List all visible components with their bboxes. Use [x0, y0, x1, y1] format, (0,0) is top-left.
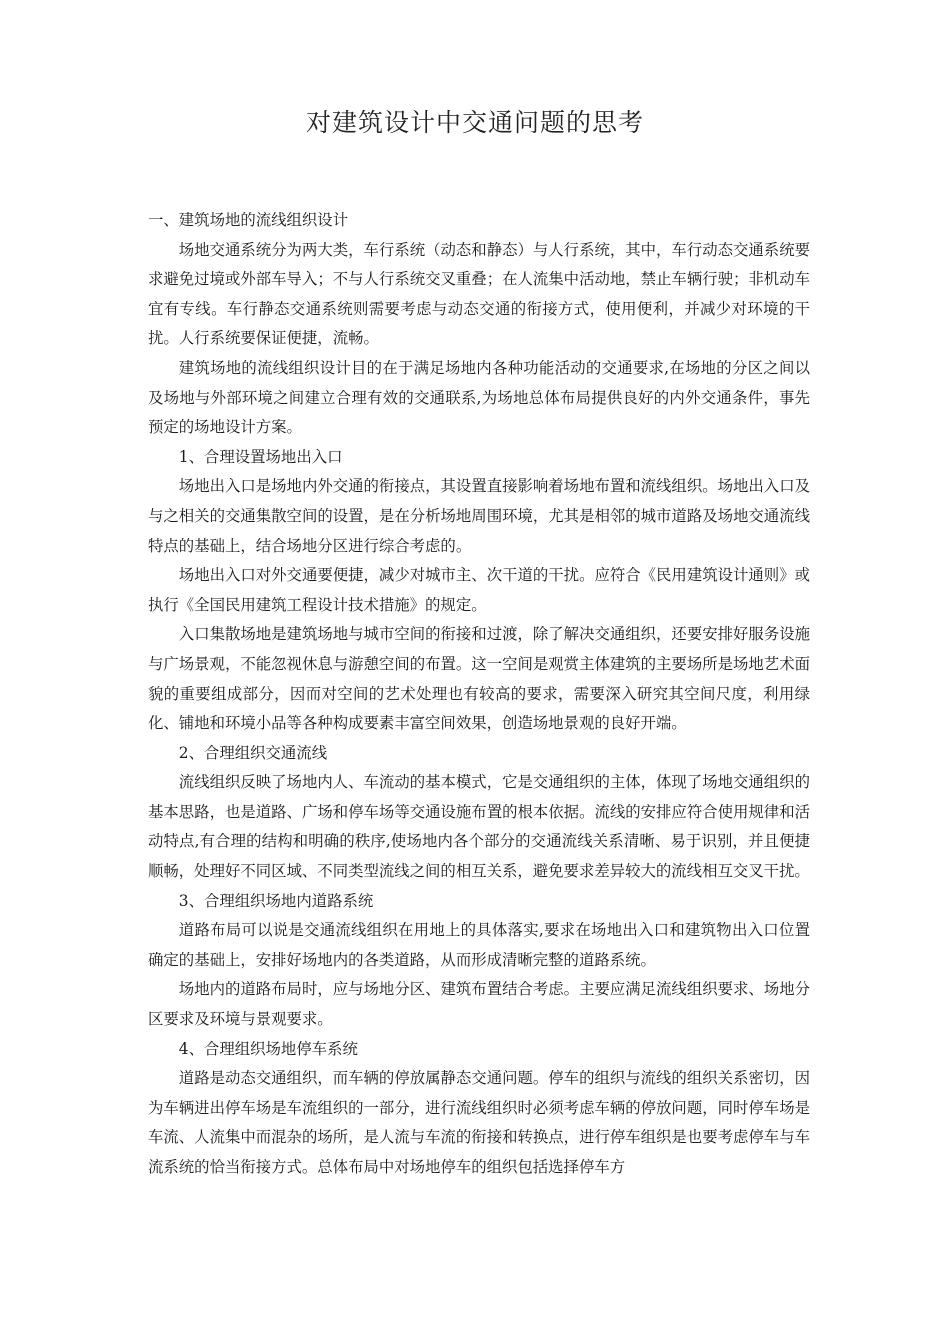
paragraph: 场地内的道路布局时，应与场地分区、建筑布置结合考虑。主要应满足流线组织要求、场地分区要求及环境与景观要求。 [148, 980, 810, 1029]
paragraph: 道路布局可以说是交通流线组织在用地上的具体落实,要求在场地出入口和建筑物出入口位置确定的基础上，安排好场地内的各类道路，从而形成清晰完整的道路系统。 [148, 921, 810, 969]
paragraph: 场地出入口对外交通要便捷，减少对城市主、次干道的干扰。应符合《民用建筑设计通则》或执行《全国民用建筑工程设计技术措施》的规定。 [148, 566, 810, 614]
document-title: 对建筑设计中交通问题的思考 [305, 108, 644, 137]
document-body [148, 206, 810, 1183]
paragraph: 一、建筑场地的流线组织设计 [148, 211, 349, 229]
paragraph: 道路是动态交通组织，而车辆的停放属静态交通问题。停车的组织与流线的组织关系密切，因为车辆进出停车场是车流组织的一部分，进行流线组织时必须考虑车辆的停放问题，同时停车场是车流、人流集中而混杂的场所，是人流与车流的衔接和转换点，进行停车组织是也要考虑停车与车流系统的恰当衔接方式。总体布局中对场地停车的组织包括选择停车方 [148, 1069, 810, 1176]
paragraph: 场地出入口是场地内外交通的衔接点，其设置直接影响着场地布置和流线组织。场地出入口及与之相关的交通集散空间的设置，是在分析场地周围环境，尤其是相邻的城市道路及场地交通流线特点的基础上，结合场地分区进行综合考虑的。 [148, 477, 810, 555]
paragraph: 4、合理组织场地停车系统 [178, 1039, 358, 1058]
paragraph: 入口集散场地是建筑场地与城市空间的衔接和过渡，除了解决交通组织，还要安排好服务设施与广场景观，不能忽视休息与游憩空间的布置。这一空间是观赏主体建筑的主要场所是场地艺术面貌的重要组成部分，因而对空间的艺术处理也有较高的要求，需要深入研究其空间尺度，利用绿化、铺地和环境小品等各种构成要素丰富空间效果，创造场地景观的良好开端。 [148, 625, 810, 733]
paragraph: 建筑场地的流线组织设计目的在于满足场地内各种功能活动的交通要求,在场地的分区之间以及场地与外部环境之间建立合理有效的交通联系,为场地总体布局提供良好的内外交通条件，事先预定的场地设计方案。 [148, 358, 810, 437]
paragraph: 流线组织反映了场地内人、车流动的基本模式，它是交通组织的主体，体现了场地交通组织的基本思路，也是道路、广场和停车场等交通设施布置的根本依据。流线的安排应符合使用规律和活动特点,有合理的结构和明确的秩序,使场地内各个部分的交通流线关系清晰、易于识别，并且便捷顺畅，处理好不同区域、不同类型流线之间的相互关系，避免要求差异较大的流线相互交叉干扰。 [148, 773, 810, 881]
paragraph: 3、合理组织场地内道路系统 [178, 891, 374, 910]
paragraph: 场地交通系统分为两大类，车行系统（动态和静态）与人行系统，其中，车行动态交通系统要求避免过境或外部车导入；不与人行系统交叉重叠；在人流集中活动地，禁止车辆行驶；非机动车宜有专线。车行静态交通系统则需要考虑与动态交通的衔接方式，使用便利，并减少对环境的干扰。人行系统要保证便捷，流畅。 [148, 240, 810, 348]
paragraph: 2、合理组织交通流线 [178, 743, 328, 762]
paragraph: 1、合理设置场地出入口 [178, 447, 343, 466]
